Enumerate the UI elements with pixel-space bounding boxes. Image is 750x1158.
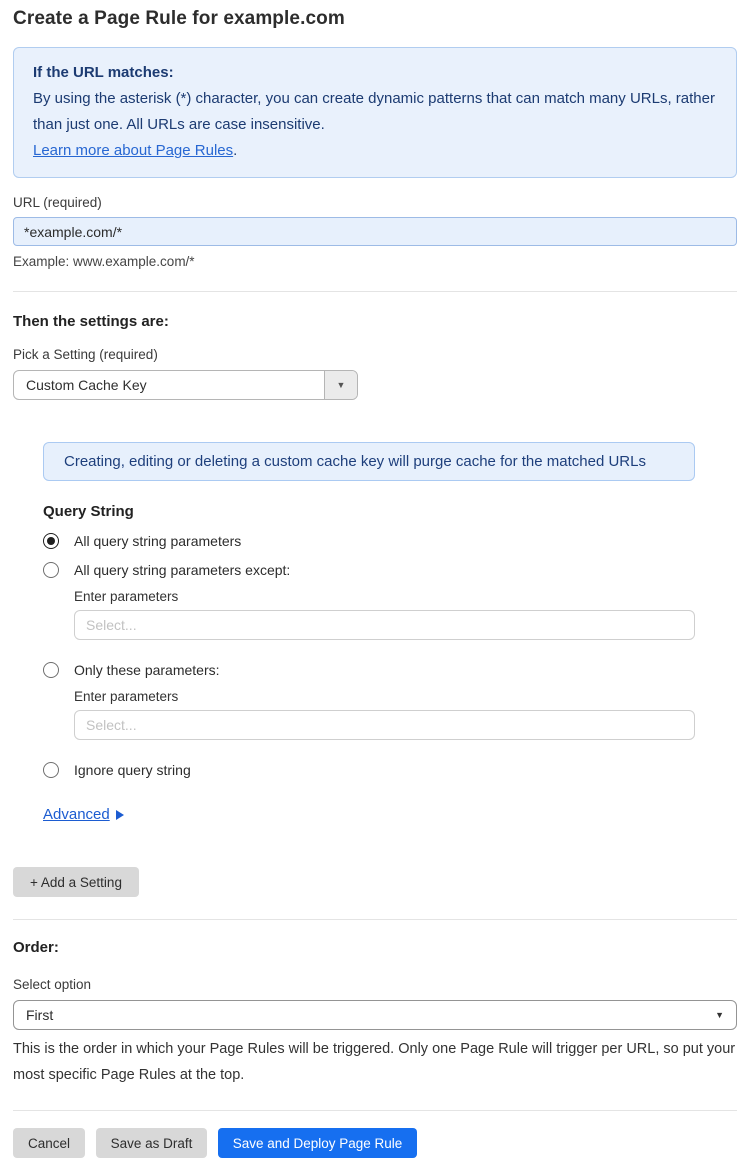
order-help-text: This is the order in which your Page Rules will be triggered. Only one Page Rule will trigger per URL, so put your most specific Page Rules at the top. <box>13 1041 736 1083</box>
setting-dropdown-value: Custom Cache Key <box>26 377 147 393</box>
info-box-body: By using the asterisk (*) character, you can create dynamic patterns that can match many URLs, rather than just one. All URLs are case insensitive. <box>33 90 715 133</box>
settings-heading: Then the settings are: <box>13 313 169 330</box>
link-period: . <box>233 142 238 159</box>
footer-actions <box>13 1128 737 1158</box>
enter-parameters-label: Enter parameters <box>74 589 179 604</box>
query-string-heading: Query String <box>43 503 134 520</box>
info-box-link-line <box>33 138 717 164</box>
radio-icon[interactable] <box>43 562 59 578</box>
chevron-down-icon: ▼ <box>715 1010 724 1020</box>
url-match-info-box <box>13 47 737 178</box>
enter-parameters-label: Enter parameters <box>74 689 179 704</box>
info-box-heading: If the URL matches: <box>33 64 174 81</box>
save-as-draft-button[interactable]: Save as Draft <box>96 1128 207 1158</box>
cache-purge-notice: Creating, editing or deleting a custom cache key will purge cache for the matched URLs <box>43 442 695 481</box>
radio-label: Only these parameters: <box>74 662 220 678</box>
advanced-link[interactable]: Advanced <box>43 806 110 823</box>
only-params-input[interactable] <box>74 710 695 740</box>
cancel-button[interactable]: Cancel <box>13 1128 85 1158</box>
custom-cache-key-panel <box>43 442 695 823</box>
add-setting-button[interactable]: + Add a Setting <box>13 867 139 897</box>
divider <box>13 291 737 292</box>
learn-more-link[interactable]: Learn more about Page Rules <box>33 142 234 159</box>
page-title: Create a Page Rule for example.com <box>13 8 345 29</box>
except-params-field <box>74 589 695 640</box>
radio-option-all-except[interactable] <box>43 562 695 578</box>
advanced-toggle[interactable] <box>43 806 695 823</box>
url-field-label: URL (required) <box>13 195 102 210</box>
radio-option-only-these[interactable] <box>43 662 695 678</box>
radio-icon[interactable] <box>43 762 59 778</box>
radio-label: All query string parameters <box>74 533 242 549</box>
radio-icon[interactable] <box>43 533 59 549</box>
only-params-field <box>74 689 695 740</box>
url-example-hint: Example: www.example.com/* <box>13 254 195 269</box>
order-select-label: Select option <box>13 977 92 992</box>
radio-label: Ignore query string <box>74 762 191 778</box>
pick-setting-label: Pick a Setting (required) <box>13 347 158 362</box>
divider <box>13 919 737 920</box>
radio-option-all-params[interactable] <box>43 533 695 549</box>
order-dropdown-value: First <box>26 1007 54 1023</box>
divider <box>13 1110 737 1111</box>
order-dropdown[interactable] <box>13 1000 737 1030</box>
radio-label: All query string parameters except: <box>74 562 291 578</box>
url-input[interactable] <box>13 217 737 246</box>
order-heading: Order: <box>13 939 59 956</box>
triangle-right-icon <box>116 810 124 820</box>
radio-option-ignore-qs[interactable] <box>43 762 695 778</box>
setting-dropdown[interactable] <box>13 370 358 400</box>
except-params-input[interactable] <box>74 610 695 640</box>
chevron-down-icon[interactable]: ▼ <box>324 371 357 399</box>
radio-icon[interactable] <box>43 662 59 678</box>
save-and-deploy-button[interactable]: Save and Deploy Page Rule <box>218 1128 417 1158</box>
